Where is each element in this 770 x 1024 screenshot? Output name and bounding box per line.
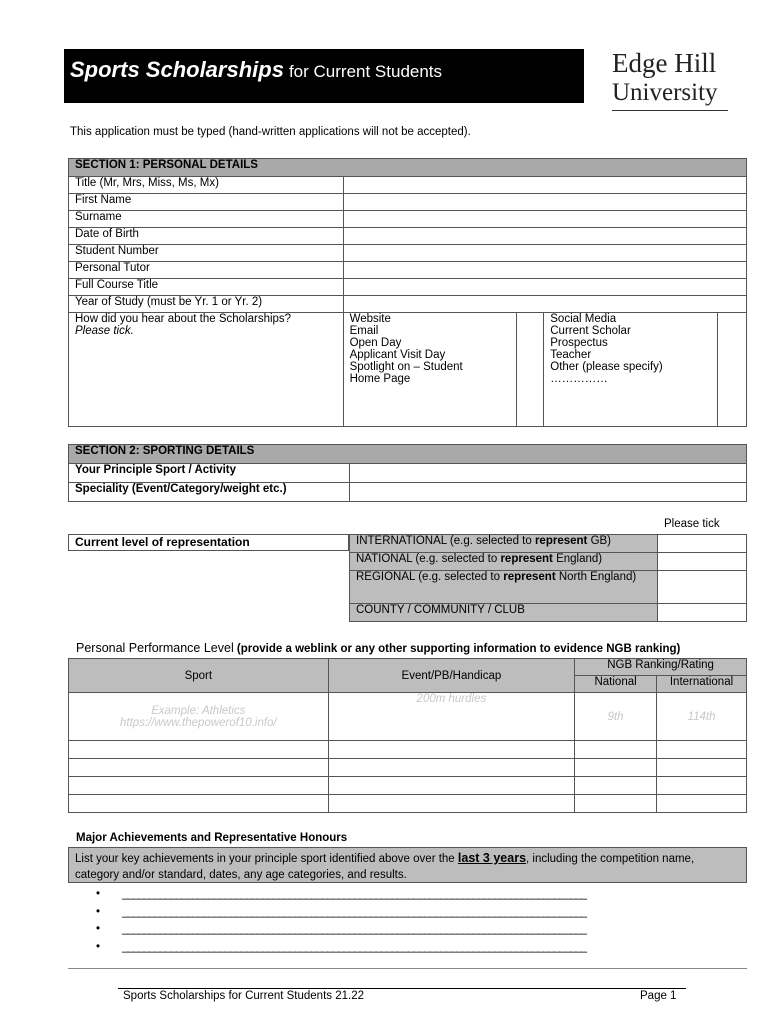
- level-international: INTERNATIONAL (e.g. selected to represent GB): [350, 535, 658, 553]
- achievement-item[interactable]: • ______________________________________________________________________________________: [96, 940, 587, 953]
- title-rest: for Current Students: [288, 62, 443, 81]
- achievements-desc: List your key achievements in your principle sport identified above over the last 3 years, including the competition name, category and/or standard, dates, any age categories, and results.: [68, 847, 747, 883]
- option-social-media: Social Media: [550, 313, 617, 325]
- perf-cell[interactable]: [69, 795, 329, 813]
- field-input-dob[interactable]: [343, 228, 746, 245]
- field-input-first-name[interactable]: [343, 194, 746, 211]
- footer-page: Page 1: [640, 990, 677, 1002]
- tick-box-right[interactable]: [718, 313, 747, 427]
- col-international: International: [657, 676, 747, 693]
- hear-sub: Please tick.: [75, 325, 134, 337]
- field-input-speciality[interactable]: [349, 483, 746, 502]
- achievement-item[interactable]: • ______________________________________________________________________________________: [96, 923, 587, 935]
- representation-table: [349, 534, 747, 622]
- level-national: NATIONAL (e.g. selected to represent England): [350, 553, 658, 571]
- options-left: [343, 313, 517, 427]
- field-label-dob: Date of Birth: [69, 228, 344, 245]
- example-national[interactable]: 9th: [575, 693, 657, 741]
- title-banner: [64, 49, 584, 103]
- perf-cell[interactable]: [328, 777, 574, 795]
- col-event: Event/PB/Handicap: [328, 659, 574, 693]
- option-prospectus: Prospectus: [550, 337, 608, 349]
- option-current-scholar: Current Scholar: [550, 325, 631, 337]
- perf-cell[interactable]: [328, 795, 574, 813]
- tick-international[interactable]: [658, 535, 747, 553]
- logo-line2: University: [612, 79, 718, 106]
- field-label-year: Year of Study (must be Yr. 1 or Yr. 2): [69, 296, 344, 313]
- perf-cell[interactable]: [575, 759, 657, 777]
- options-right: [544, 313, 718, 427]
- perf-cell[interactable]: [575, 777, 657, 795]
- field-input-year[interactable]: [343, 296, 746, 313]
- option-home-page: Home Page: [349, 373, 411, 385]
- option-open-day: Open Day: [349, 337, 402, 349]
- performance-title: Personal Performance Level (provide a weblink or any other supporting information to evidence NGB ranking): [76, 641, 681, 655]
- col-ngb: NGB Ranking/Rating: [575, 659, 747, 676]
- section1-table: [68, 158, 747, 427]
- tick-box-left[interactable]: [517, 313, 544, 427]
- perf-cell[interactable]: [575, 795, 657, 813]
- achievement-item[interactable]: • ______________________________________________________________________________________: [96, 905, 587, 918]
- hear-about-label: [69, 313, 344, 427]
- perf-cell[interactable]: [69, 759, 329, 777]
- field-label-surname: Surname: [69, 211, 344, 228]
- field-label-tutor: Personal Tutor: [69, 262, 344, 279]
- perf-cell[interactable]: [657, 741, 747, 759]
- section1-heading: SECTION 1: PERSONAL DETAILS: [69, 159, 747, 177]
- tick-national[interactable]: [658, 553, 747, 571]
- hear-label: How did you hear about the Scholarships?: [75, 313, 292, 325]
- field-label-student-number: Student Number: [69, 245, 344, 262]
- achievements-title: Major Achievements and Representative Honours: [76, 832, 348, 844]
- col-sport: Sport: [69, 659, 329, 693]
- perf-cell[interactable]: [328, 741, 574, 759]
- field-input-surname[interactable]: [343, 211, 746, 228]
- section2-heading: SECTION 2: SPORTING DETAILS: [69, 445, 747, 464]
- perf-cell[interactable]: [657, 759, 747, 777]
- perf-cell[interactable]: [328, 759, 574, 777]
- col-national: National: [575, 676, 657, 693]
- representation-label: Current level of representation: [68, 534, 349, 551]
- section2-table: [68, 444, 747, 502]
- perf-cell[interactable]: [657, 795, 747, 813]
- field-label-sport: Your Principle Sport / Activity: [69, 464, 350, 483]
- tick-regional[interactable]: [658, 571, 747, 604]
- field-input-tutor[interactable]: [343, 262, 746, 279]
- perf-cell[interactable]: [657, 777, 747, 795]
- tick-county[interactable]: [658, 604, 747, 622]
- achievement-lines: [96, 886, 746, 956]
- achievement-item[interactable]: • ______________________________________________________________________________________: [96, 888, 587, 900]
- footer-line: [118, 988, 686, 989]
- performance-table: [68, 658, 747, 813]
- field-input-sport[interactable]: [349, 464, 746, 483]
- option-email: Email: [349, 325, 379, 337]
- level-regional: REGIONAL (e.g. selected to represent North England): [350, 571, 658, 604]
- option-other: Other (please specify): [550, 361, 663, 373]
- option-other-dots: ……………: [550, 373, 608, 385]
- level-county: COUNTY / COMMUNITY / CLUB: [350, 604, 658, 622]
- field-label-first-name: First Name: [69, 194, 344, 211]
- field-input-title[interactable]: [343, 177, 746, 194]
- please-tick-label: Please tick: [664, 518, 720, 530]
- option-spotlight: Spotlight on – Student: [349, 361, 463, 373]
- example-sport[interactable]: Example: Athletics https://www.thepowerof10.info/: [69, 693, 329, 741]
- perf-cell[interactable]: [69, 741, 329, 759]
- option-teacher: Teacher: [550, 349, 592, 361]
- logo-line1: Edge Hill: [612, 48, 717, 78]
- logo-rule: [612, 110, 728, 111]
- perf-cell[interactable]: [575, 741, 657, 759]
- field-label-course: Full Course Title: [69, 279, 344, 296]
- option-website: Website: [349, 313, 391, 325]
- title-bold: Sports Scholarships: [70, 57, 284, 82]
- option-applicant-visit: Applicant Visit Day: [349, 349, 446, 361]
- field-label-title: Title (Mr, Mrs, Miss, Ms, Mx): [69, 177, 344, 194]
- field-label-speciality: Speciality (Event/Category/weight etc.): [69, 483, 350, 502]
- university-logo: [612, 48, 730, 111]
- footer-rule: [68, 968, 747, 969]
- perf-cell[interactable]: [69, 777, 329, 795]
- intro-text: This application must be typed (hand-written applications will not be accepted).: [70, 126, 471, 138]
- field-input-student-number[interactable]: [343, 245, 746, 262]
- footer-left: Sports Scholarships for Current Students 21.22: [123, 990, 364, 1002]
- example-international[interactable]: 114th: [657, 693, 747, 741]
- field-input-course[interactable]: [343, 279, 746, 296]
- example-event[interactable]: 200m hurdles: [328, 693, 574, 741]
